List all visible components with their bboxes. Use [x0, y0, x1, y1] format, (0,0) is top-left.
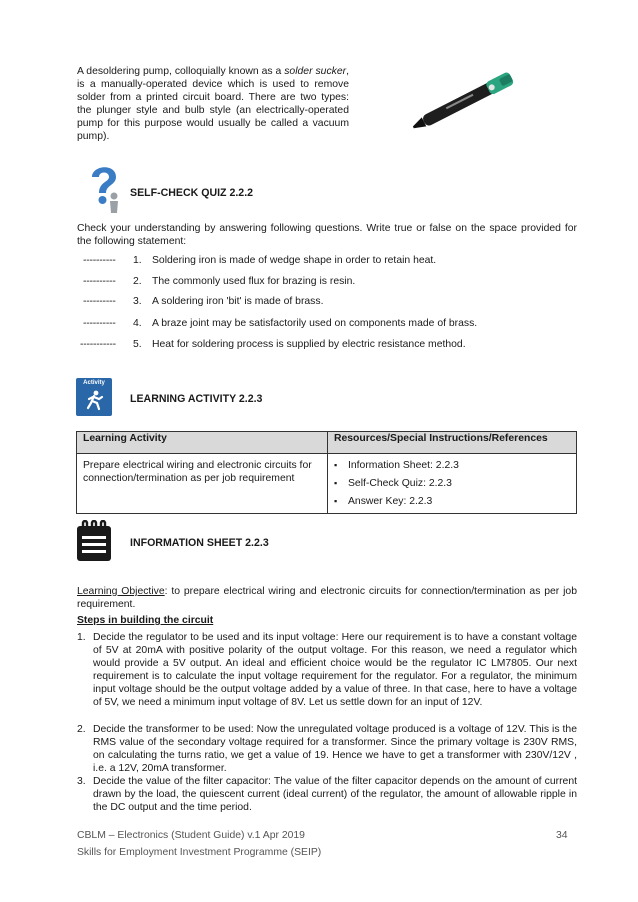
item-text: Soldering iron is made of wedge shape in order to retain heat.	[152, 255, 437, 266]
item-number: 4.	[133, 318, 142, 329]
item-text: A braze joint may be satisfactorily used on components made of brass.	[152, 318, 478, 329]
quiz-item	[77, 275, 577, 289]
intro-italic: solder sucker	[284, 66, 347, 77]
step-text: Decide the value of the filter capacitor: The value of the filter capacitor depends on the amount of current drawn by the load, the quiescent current (ideal current) of the regulator, the amount of allowable ripple in the DC output and the time period.	[93, 776, 577, 813]
quiz-item	[77, 317, 577, 331]
list-item	[77, 723, 577, 775]
step-text: Decide the transformer to be used: Now the unregulated voltage produced is a voltage of 12V. This is the RMS value of the secondary voltage required for a transformer. Since the primary voltage is 230V RMS, on calculating the turns ratio, we get a value of 19. Hence we have to get a transformer with 230V/12V , i.e. a 12V, 20mA transformer.	[93, 724, 577, 774]
answer-blank[interactable]: ----------	[83, 318, 116, 329]
quiz-title: SELF-CHECK QUIZ 2.2.2	[130, 187, 254, 199]
list-item	[77, 631, 577, 709]
running-person-icon	[76, 378, 112, 416]
activity-title: LEARNING ACTIVITY 2.2.3	[130, 393, 263, 405]
intro-text-2: , is a manually-operated device which is used to remove solder from a printed circuit board. There are two types: the plunger style and bulb style (an electrically-operated pump for this purpose would usually be called a vacuum pump).	[77, 66, 349, 142]
page-number: 34	[556, 830, 568, 841]
item-text: A soldering iron 'bit' is made of brass.	[152, 296, 324, 307]
notepad-icon	[76, 520, 112, 562]
intro-text-1: A desoldering pump, colloquially known as a	[77, 66, 285, 77]
desoldering-pump-image	[405, 66, 525, 136]
learning-objective	[77, 585, 577, 611]
answer-blank[interactable]: ----------	[83, 255, 116, 266]
resource-item: ▪ Answer Key: 2.2.3	[334, 495, 570, 508]
column-header: Learning Activity	[77, 432, 328, 454]
answer-blank[interactable]: ----------	[83, 276, 116, 287]
step-number: 3.	[77, 776, 86, 787]
objective-text: : to prepare electrical wiring and electronic circuits for connection/termination as per job requirement.	[77, 586, 577, 610]
item-text: The commonly used flux for brazing is resin.	[152, 276, 356, 287]
column-header: Resources/Special Instructions/References	[328, 432, 577, 454]
table-header-row	[77, 432, 577, 454]
table-row	[77, 454, 577, 514]
step-text: Decide the regulator to be used and its input voltage: Here our requirement is to have a constant voltage of 5V at 20mA with positive polarity of the output voltage. For this reason, we need a regulator which would provide a 5V output. An ideal and efficient choice would be the regulator IC LM7805. Our next requirement is to calculate the input voltage requirement for the regulator. For a regulator, the minimum input voltage should be the output voltage added by a value of three. In that case, here to have a voltage of 5V, we need a minimum input voltage of 8V. Let us settle down for an input of 12V.	[93, 632, 577, 708]
item-number: 1.	[133, 255, 142, 266]
answer-blank[interactable]: -----------	[80, 339, 116, 350]
resources-cell	[328, 454, 577, 514]
objective-label: Learning Objective	[77, 586, 165, 597]
activity-icon-label: Activity	[83, 380, 105, 386]
item-number: 3.	[133, 296, 142, 307]
quiz-item	[77, 254, 577, 268]
footer-programme-name: Skills for Employment Investment Programme (SEIP)	[77, 847, 322, 858]
quiz-item	[77, 338, 577, 352]
item-number: 2.	[133, 276, 142, 287]
info-sheet-title: INFORMATION SHEET 2.2.3	[130, 537, 269, 549]
resource-item: ▪ Information Sheet: 2.2.3	[334, 459, 570, 472]
activity-icon	[76, 378, 112, 416]
resource-item: ▪ Self-Check Quiz: 2.2.3	[334, 477, 570, 490]
quiz-item	[77, 295, 577, 309]
item-number: 5.	[133, 339, 142, 350]
step-number: 2.	[77, 724, 86, 735]
steps-heading: Steps in building the circuit	[77, 615, 214, 626]
list-item	[77, 775, 577, 814]
question-mark-person-icon	[86, 163, 122, 213]
intro-paragraph	[77, 65, 349, 143]
step-number: 1.	[77, 632, 86, 643]
item-text: Heat for soldering process is supplied by electric resistance method.	[152, 339, 466, 350]
footer-document-title: CBLM – Electronics (Student Guide) v.1 Apr 2019	[77, 830, 305, 841]
quiz-instructions: Check your understanding by answering following questions. Write true or false on the space provided for the following statement:	[77, 223, 577, 247]
learning-activity-table	[76, 431, 577, 514]
activity-cell: Prepare electrical wiring and electronic circuits for connection/termination as per job requirement	[77, 454, 328, 514]
answer-blank[interactable]: ----------	[83, 296, 116, 307]
